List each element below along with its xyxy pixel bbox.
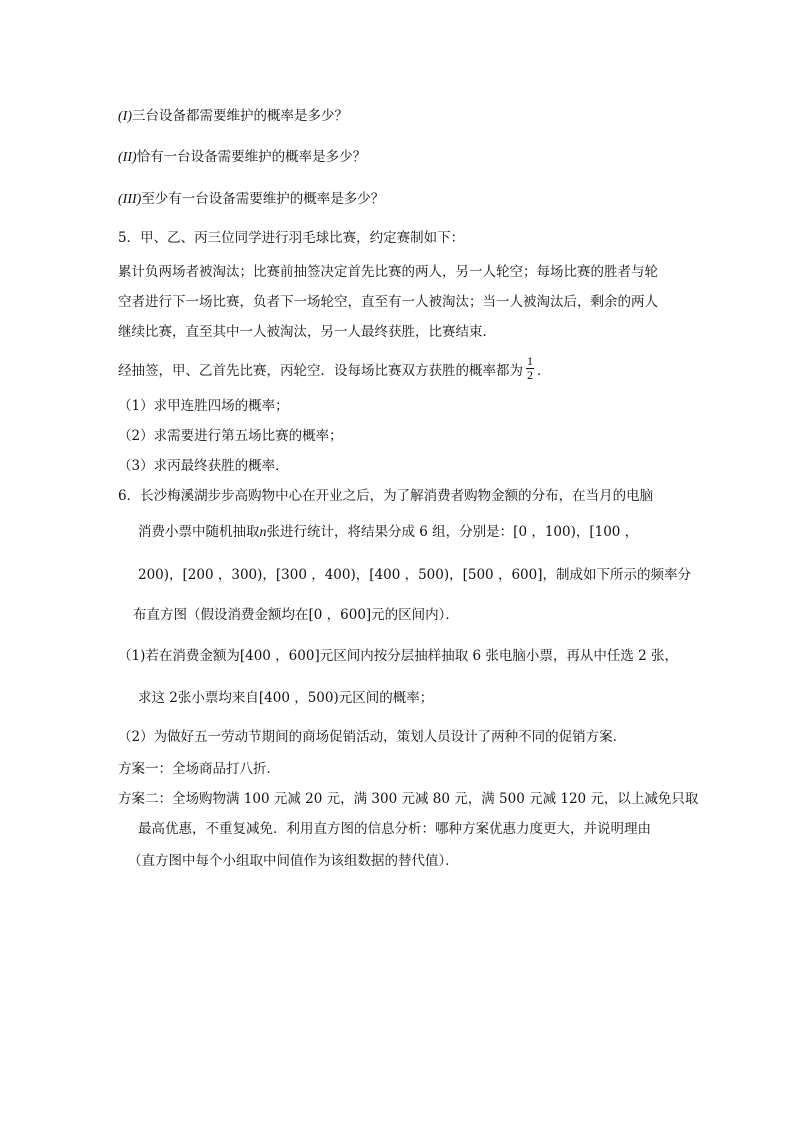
- q4-part1: [118, 107, 348, 126]
- q6-line2-b: 张进行统计，将结果分成 6 组，分别是：[0 ，100)，[100 ，: [266, 524, 639, 540]
- q5-draw-end: ．: [537, 363, 551, 379]
- q5-title: 5．甲、乙、丙三位同学进行羽毛球比赛，约定赛制如下：: [118, 230, 465, 246]
- q5-rule-line2: 空者进行下一场比赛，负者下一场轮空，直至有一人被淘汰；当一人被淘汰后，剩余的两人: [118, 294, 658, 310]
- q6-line2: [138, 523, 638, 542]
- q4-part3: [118, 190, 384, 209]
- q5-rule-line3: 继续比赛，直至其中一人被淘汰，另一人最终获胜，比赛结束．: [118, 324, 496, 340]
- q5-frac-den: 2: [527, 368, 533, 382]
- q6-line3: 200)，[200 ，300)，[300 ，400)，[400 ，500)，[500 ，600]，制成如下所示的频率分: [138, 567, 691, 583]
- q6-sub2-line1: （2）为做好五一劳动节期间的商场促销活动，策划人员设计了两种不同的促销方案．: [118, 729, 627, 745]
- q5-rule-line1: 累计负两场者被淘汰；比赛前抽签决定首先比赛的两人，另一人轮空；每场比赛的胜者与轮: [118, 264, 658, 280]
- q4-part3-text: 至少有一台设备需要维护的概率是多少？: [141, 191, 385, 207]
- q5-draw-text: 经抽签，甲、乙首先比赛，丙轮空．设每场比赛双方获胜的概率都为: [118, 363, 523, 379]
- q6-line2-a: 消费小票中随机抽取: [138, 524, 260, 540]
- q4-part1-text: 三台设备都需要维护的概率是多少？: [132, 108, 348, 124]
- q6-plan2-line2: 最高优惠，不重复减免．利用直方图的信息分析：哪种方案优惠力度更大，并说明理由: [138, 821, 651, 837]
- q6-var-n: n: [259, 525, 267, 540]
- q6-plan1: 方案一：全场商品打八折．: [118, 761, 280, 777]
- q5-sub3: （3）求丙最终获胜的概率．: [118, 458, 289, 474]
- q5-fraction: [526, 355, 534, 382]
- q6-plan2-line1: 方案二：全场购物满 100 元减 20 元，满 300 元减 80 元，满 500 元减 120 元，以上减免只取: [118, 791, 699, 807]
- q6-line1: 6．长沙梅溪湖步步高购物中心在开业之后，为了解消费者购物金额的分布，在当月的电脑: [118, 488, 654, 504]
- q5-sub1: （1）求甲连胜四场的概率；: [118, 398, 289, 414]
- q4-part2-label: (II): [118, 150, 137, 165]
- q4-part2: [118, 148, 366, 167]
- q4-part2-text: 恰有一台设备需要维护的概率是多少？: [136, 149, 367, 165]
- q4-part3-label: (III): [118, 192, 142, 207]
- q6-sub1-line1: （1)若在消费金额为[400 ，600]元区间内按分层抽样抽取 6 张电脑小票，再从中任选 2 张，: [118, 648, 679, 664]
- q6-line4: 布直方图（假设消费金额均在[0 ，600]元的区间内）．: [133, 607, 459, 623]
- q5-frac-num: 1: [527, 354, 533, 368]
- q6-sub1-line2: 求这 2张小票均来自[400 ，500)元区间的概率；: [138, 690, 434, 706]
- q5-sub2: （2）求需要进行第五场比赛的概率；: [118, 428, 343, 444]
- q5-draw: [118, 354, 551, 385]
- q6-plan2-line3: （直方图中每个小组取中间值作为该组数据的替代值）．: [128, 853, 459, 869]
- q4-part1-label: (I): [118, 109, 132, 124]
